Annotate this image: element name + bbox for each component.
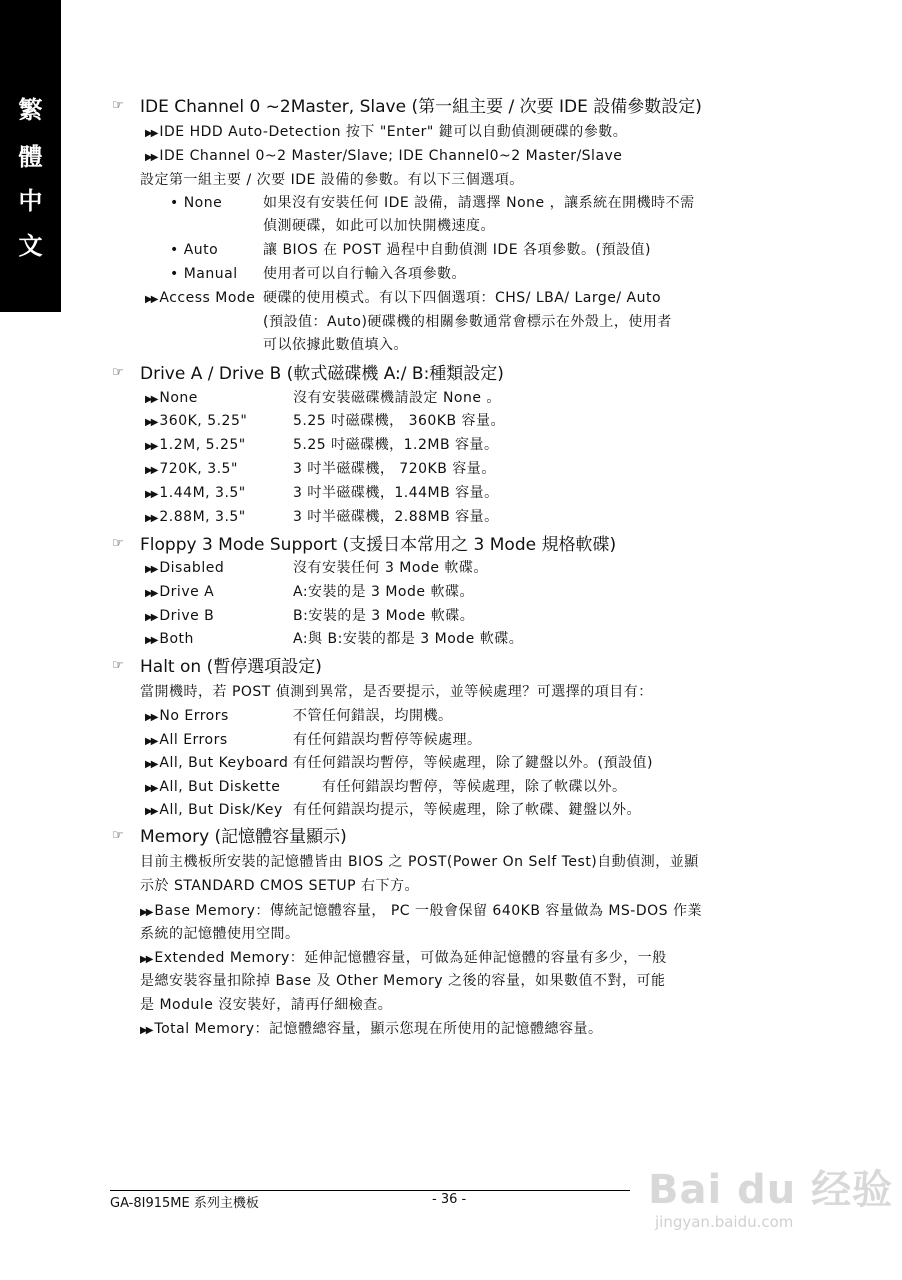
- double-arrow-icon: ▶▶: [140, 1025, 152, 1036]
- section-heading: [140, 96, 702, 118]
- text-line: [140, 949, 667, 969]
- line-text: 720K, 3.5": [159, 461, 238, 477]
- line-text: Access Mode: [159, 290, 256, 306]
- line-text: 3 吋半磁碟機，1.44MB 容量。: [293, 485, 499, 501]
- line-text: IDE Channel 0~2 Master/Slave; IDE Channel0~2 Master/Slave: [159, 148, 623, 164]
- double-arrow-icon: ▶▶: [145, 417, 157, 428]
- text-line: [140, 972, 666, 990]
- double-arrow-icon: ▶▶: [145, 783, 157, 794]
- text-line: [145, 412, 247, 432]
- line-text: Base Memory：傳統記憶體容量， PC 一般會保留 640KB 容量做為 MS-DOS 作業: [154, 903, 702, 919]
- text-line: [293, 484, 499, 502]
- double-arrow-icon: ▶▶: [145, 612, 157, 623]
- text-line: [145, 754, 288, 774]
- text-line: [145, 731, 228, 751]
- double-arrow-icon: ▶▶: [140, 954, 152, 965]
- line-text: 1.44M, 3.5": [159, 485, 246, 501]
- line-text: 不管任何錯誤，均開機。: [293, 708, 453, 724]
- text-line: [145, 484, 246, 504]
- text-line: [293, 583, 474, 601]
- text-line: [263, 241, 651, 259]
- text-line: [293, 754, 653, 772]
- text-line: [293, 559, 488, 577]
- text-line: [140, 996, 392, 1014]
- section-heading: [140, 534, 616, 556]
- double-arrow-icon: ▶▶: [145, 759, 157, 770]
- line-text: 讓 BIOS 在 POST 過程中自動偵測 IDE 各項參數。(預設值): [263, 242, 651, 258]
- text-line: [293, 707, 453, 725]
- double-arrow-icon: ▶▶: [145, 806, 157, 817]
- text-line: [140, 877, 419, 895]
- line-text: Disabled: [159, 560, 225, 576]
- text-line: [145, 289, 255, 309]
- text-line: [145, 801, 283, 821]
- text-line: [293, 508, 499, 526]
- text-line: [145, 508, 246, 528]
- line-text: • None: [170, 195, 223, 211]
- side-tab-char: 中: [18, 186, 43, 215]
- double-arrow-icon: ▶▶: [145, 152, 157, 163]
- text-line: [145, 583, 214, 603]
- text-line: [145, 389, 198, 409]
- side-tab-char: 體: [18, 142, 43, 171]
- line-text: 如果沒有安裝任何 IDE 設備，請選擇 None ，讓系統在開機時不需: [263, 195, 695, 211]
- line-text: Drive B: [159, 608, 215, 624]
- line-text: • Auto: [170, 242, 219, 258]
- line-text: 3 吋半磁碟機， 720KB 容量。: [293, 461, 496, 477]
- line-text: 系統的記憶體使用空間。: [140, 926, 300, 942]
- line-text: IDE HDD Auto-Detection 按下 "Enter" 鍵可以自動偵測硬碟的參數。: [159, 124, 628, 140]
- line-text: 沒有安裝磁碟機請設定 None 。: [293, 390, 501, 406]
- line-text: 2.88M, 3.5": [159, 509, 246, 525]
- line-text: Halt on (暫停選項設定): [140, 657, 322, 677]
- baidu-watermark-url: jingyan.baidu.com: [655, 1213, 794, 1231]
- text-line: [293, 607, 474, 625]
- text-line: [140, 925, 300, 943]
- line-text: 偵測硬碟，如此可以加快開機速度。: [263, 218, 495, 234]
- text-line: [145, 123, 627, 143]
- line-text: Drive A: [159, 584, 215, 600]
- text-line: [293, 412, 505, 430]
- double-arrow-icon: ▶▶: [145, 736, 157, 747]
- text-line: [293, 389, 501, 407]
- text-line: [140, 853, 699, 871]
- page-number: - 36 -: [432, 1192, 467, 1207]
- line-text: 可以依據此數值填入。: [263, 337, 408, 353]
- pointing-hand-icon: ☞: [112, 828, 124, 843]
- text-line: [263, 217, 495, 235]
- text-line: [145, 436, 246, 456]
- text-line: [263, 194, 695, 212]
- double-arrow-icon: ▶▶: [145, 712, 157, 723]
- line-text: Memory (記憶體容量顯示): [140, 827, 347, 847]
- footer-model: GA-8I915ME 系列主機板: [110, 1196, 259, 1211]
- line-text: Extended Memory：延伸記憶體容量，可做為延伸記憶體的容量有多少，一般: [154, 950, 667, 966]
- line-text: B:安裝的是 3 Mode 軟碟。: [293, 608, 475, 624]
- text-line: [145, 559, 224, 579]
- line-text: 1.2M, 5.25": [159, 437, 246, 453]
- text-line: [170, 241, 218, 259]
- pointing-hand-icon: ☞: [112, 365, 124, 380]
- text-line: [145, 607, 214, 627]
- pointing-hand-icon: ☞: [112, 536, 124, 551]
- section-heading: [140, 826, 347, 848]
- line-text: 有任何錯誤均提示，等候處理，除了軟碟、鍵盤以外。: [293, 802, 641, 818]
- line-text: • Manual: [170, 266, 238, 282]
- text-line: [145, 630, 194, 650]
- text-line: [293, 436, 499, 454]
- line-text: 示於 STANDARD CMOS SETUP 右下方。: [140, 878, 420, 894]
- side-tab-char: 文: [18, 231, 43, 260]
- text-line: [140, 902, 702, 922]
- double-arrow-icon: ▶▶: [145, 128, 157, 139]
- line-text: 是 Module 沒安裝好，請再仔細檢查。: [140, 997, 393, 1013]
- side-tab-char: 繁: [18, 95, 43, 124]
- line-text: 當開機時，若 POST 偵測到異常，是否要提示，並等候處理？可選擇的項目有：: [140, 684, 653, 700]
- text-line: [140, 1020, 602, 1040]
- text-line: [145, 147, 622, 167]
- line-text: Floppy 3 Mode Support (支援日本常用之 3 Mode 規格軟碟): [140, 535, 617, 555]
- line-text: No Errors: [159, 708, 229, 724]
- section-heading: [140, 656, 322, 678]
- section-heading: [140, 363, 504, 385]
- text-line: [170, 265, 238, 283]
- line-text: All, But Diskette: [159, 779, 281, 795]
- double-arrow-icon: ▶▶: [145, 564, 157, 575]
- line-text: 是總安裝容量扣除掉 Base 及 Other Memory 之後的容量，如果數值不對，可能: [140, 973, 666, 989]
- text-line: [170, 194, 222, 212]
- line-text: 目前主機板所安裝的記憶體皆由 BIOS 之 POST(Power On Self Test)自動偵測，並顯: [140, 854, 699, 870]
- double-arrow-icon: ▶▶: [145, 465, 157, 476]
- text-line: [145, 707, 229, 727]
- double-arrow-icon: ▶▶: [145, 635, 157, 646]
- double-arrow-icon: ▶▶: [145, 394, 157, 405]
- line-text: (預設值：Auto)硬碟機的相關參數通常會標示在外殼上，使用者: [263, 314, 672, 330]
- line-text: None: [159, 390, 198, 406]
- double-arrow-icon: ▶▶: [145, 489, 157, 500]
- line-text: 有任何錯誤均暫停，等候處理，除了軟碟以外。: [322, 779, 627, 795]
- text-line: [293, 731, 482, 749]
- double-arrow-icon: ▶▶: [145, 441, 157, 452]
- text-line: [293, 801, 641, 819]
- footer-rule: [110, 1190, 630, 1191]
- line-text: Total Memory：記憶體總容量，顯示您現在所使用的記憶體總容量。: [154, 1021, 603, 1037]
- text-line: [140, 171, 524, 189]
- text-line: [263, 336, 408, 354]
- pointing-hand-icon: ☞: [112, 98, 124, 113]
- line-text: All, But Disk/Key: [159, 802, 283, 818]
- line-text: 有任何錯誤均暫停等候處理。: [293, 732, 482, 748]
- text-line: [140, 683, 653, 701]
- line-text: A:安裝的是 3 Mode 軟碟。: [293, 584, 474, 600]
- line-text: 使用者可以自行輸入各項參數。: [263, 266, 466, 282]
- baidu-watermark-logo: Bai du 经验: [648, 1167, 894, 1213]
- line-text: IDE Channel 0 ~2Master, Slave (第一組主要 / 次要 IDE 設備參數設定): [140, 97, 702, 117]
- double-arrow-icon: ▶▶: [145, 588, 157, 599]
- text-line: [293, 460, 496, 478]
- line-text: 硬碟的使用模式。有以下四個選項：CHS/ LBA/ Large/ Auto: [263, 290, 662, 306]
- text-line: [145, 460, 238, 480]
- double-arrow-icon: ▶▶: [140, 907, 152, 918]
- line-text: A:與 B:安裝的都是 3 Mode 軟碟。: [293, 631, 524, 647]
- text-line: [293, 630, 523, 648]
- pointing-hand-icon: ☞: [112, 658, 124, 673]
- text-line: [322, 778, 627, 796]
- line-text: 5.25 吋磁碟機，1.2MB 容量。: [293, 437, 499, 453]
- line-text: 5.25 吋磁碟機， 360KB 容量。: [293, 413, 506, 429]
- line-text: 3 吋半磁碟機，2.88MB 容量。: [293, 509, 499, 525]
- line-text: All Errors: [159, 732, 228, 748]
- text-line: [263, 289, 661, 307]
- text-line: [145, 778, 280, 798]
- line-text: Both: [159, 631, 194, 647]
- double-arrow-icon: ▶▶: [145, 513, 157, 524]
- text-line: [263, 313, 672, 331]
- line-text: Drive A / Drive B (軟式磁碟機 A:/ B:種類設定): [140, 364, 504, 384]
- line-text: 沒有安裝任何 3 Mode 軟碟。: [293, 560, 488, 576]
- line-text: 360K, 5.25": [159, 413, 248, 429]
- line-text: 設定第一組主要 / 次要 IDE 設備的參數。有以下三個選項。: [140, 172, 524, 188]
- text-line: [263, 265, 466, 283]
- line-text: All, But Keyboard: [159, 755, 289, 771]
- line-text: 有任何錯誤均暫停，等候處理，除了鍵盤以外。(預設值): [293, 755, 653, 771]
- double-arrow-icon: ▶▶: [145, 294, 157, 305]
